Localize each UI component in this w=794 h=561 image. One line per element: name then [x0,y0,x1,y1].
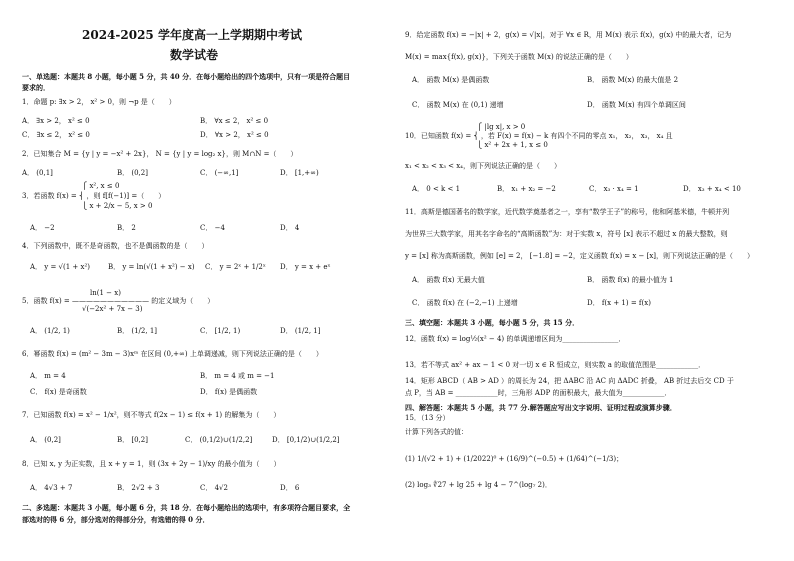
q1-option-b: B． ∀x ≤ 2， x² ≤ 0 [200,117,269,125]
question-4: 4．下列函数中，既不是奇函数，也不是偶函数的是（ ） [22,242,209,250]
q7-option-b: B． [0,2] [117,436,148,444]
question-1: 1．命题 p: ∃x > 2， x² > 0，则 ¬p 是（ ） [22,98,176,106]
q8-option-a: A． 4√3 + 7 [30,484,73,492]
q6-option-d: D． f(x) 是偶函数 [200,388,258,396]
section-2-heading-cont: 部选对的得 6 分，部分选对的得部分分，有选错的得 0 分． [22,515,210,524]
q5-option-d: D． (1/2, 1] [280,327,321,335]
q4-option-a: A． y = √(1 + x²) [30,263,90,271]
q2-option-c: C． (−∞,1] [200,169,239,177]
question-15-part-2: (2) log₃ ∜27 + lg 25 + lg 4 − 7^(log₇ 2)． [405,481,552,489]
q4-option-d: D． y = x + eˣ [280,263,331,271]
question-10: 10．已知函数 f(x) = ⎨ ，若 F(x) = f(x) − k 有四个不同的零点 x₁， x₂， x₃， x₄ 且 [405,132,673,140]
q10-piece-top: ⎧ |lg x|, x > 0 [477,123,526,131]
question-15-part-1: (1) 1/(√2 + 1) + (1/2022)⁰ + (16/9)^(−0.5) + (1/64)^(−1/3)； [405,455,624,463]
question-2: 2．已知集合 M = {y | y = −x² + 2x}， N = {y | y = log₂ x}，则 M∩N =（ ） [22,150,298,158]
section-1-heading: 一、单选题：本题共 8 小题，每小题 5 分，共 40 分．在每小题给出的四个选项中，只有一项是符合题目 [22,72,351,81]
q8-option-b: B． 2√2 + 3 [117,484,160,492]
q9-option-c: C． 函数 M(x) 在 (0,1) 递增 [412,101,504,109]
exam-title: 2024-2025 学年度高一上学期期中考试 [82,28,302,42]
q10-option-a: A． 0 < k < 1 [412,185,461,193]
q1-option-c: C． ∃x ≤ 2， x² ≤ 0 [22,131,90,139]
q11-option-d: D． f(x + 1) = f(x) [587,299,651,307]
question-9-cont: M(x) = max{f(x), g(x)}，下列关于函数 M(x) 的说法正确的是（ ） [405,53,633,61]
q4-option-c: C． y = 2ˣ + 1/2ˣ [205,263,266,271]
q5-option-a: A． (1/2, 1) [30,327,70,335]
q5-option-b: B． (1/2, 1] [117,327,158,335]
q2-option-a: A． (0,1] [22,169,53,177]
q11-option-b: B． 函数 f(x) 的最小值为 1 [587,276,674,284]
q6-option-b: B． m = 4 或 m = −1 [200,372,275,380]
q3-piece-top: ⎧ x², x ≤ 0 [82,182,120,190]
question-9: 9．给定函数 f(x) = −|x| + 2，g(x) = √|x|，对于 ∀x ∈ R，用 M(x) 表示 f(x)，g(x) 中的最大者，记为 [405,31,732,39]
question-14-cont: 点 P，当 AB = ____________时，三角形 ADP 的面积最大，最大值为____________． [405,389,672,397]
question-11: 11．高斯是德国著名的数学家，近代数学奠基者之一，享有“数学王子”的称号，他和阿基米德，牛顿并列 [405,208,730,216]
q8-option-c: C． 4√2 [200,484,228,492]
exam-subtitle: 数学试卷 [170,48,219,62]
question-3: 3．若函数 f(x) = ⎨ ，则 f[f(−1)] =（ ） [22,192,166,200]
q6-option-c: C． f(x) 是奇函数 [30,388,87,396]
q10-piece-bottom: ⎩ x² + 2x + 1, x ≤ 0 [477,141,548,149]
q1-option-d: D． ∀x > 2， x² ≤ 0 [200,131,269,139]
section-4-heading: 四、解答题：本题共 5 小题，共 77 分.解答题应写出文字说明、证明过程或演算步骤． [405,403,677,412]
q1-option-a: A． ∃x > 2， x² ≤ 0 [22,117,90,125]
question-6: 6．幂函数 f(x) = (m² − 3m − 3)xᵐ 在区间 (0,+∞) 上单调递减，则下列说法正确的是（ ） [22,350,323,358]
question-15-intro: 计算下列各式的值： [405,428,468,436]
q3-piece-bottom: ⎩ x + 2/x − 5, x > 0 [82,202,153,210]
question-11-cont-1: 为世界三大数学家，用其名字命名的“高斯函数”为：对于实数 x，符号 [x] 表示不超过 x 的最大整数，则 [405,230,728,238]
q3-option-a: A． −2 [30,224,55,232]
question-14: 14．矩形 ABCD（ AB > AD ）的周长为 24，把 ΔABC 沿 AC 向 ΔADC 折叠， AB 折过去后交 CD 于 [405,377,734,385]
q5-numerator: ln(1 − x) [90,289,121,297]
q9-option-a: A． 函数 M(x) 是偶函数 [412,76,490,84]
section-2-heading: 二、多选题：本题共 3 小题，每小题 6 分，共 18 分．在每小题给出的选项中，有多项符合题目要求，全 [22,503,351,512]
question-15-header: 15．（13 分） [405,414,450,422]
section-3-heading: 三、填空题：本题共 3 小题，每小题 5 分，共 15 分． [405,318,580,327]
q3-option-d: D． 4 [280,224,300,232]
q11-option-a: A． 函数 f(x) 无最大值 [412,276,485,284]
question-7: 7．已知函数 f(x) = x² − 1/x²，则不等式 f(2x − 1) ≤ f(x + 1) 的解集为（ ） [22,411,281,419]
q3-option-b: B． 2 [117,224,136,232]
q4-option-b: B． y = ln(√(1 + x²) − x) [108,263,195,271]
section-1-heading-cont: 要求的． [22,83,50,92]
q2-option-b: B． (0,2] [117,169,148,177]
q7-option-d: D． [0,1/2)∪(1/2,2] [272,436,340,444]
question-10-cont: x₁ < x₂ < x₃ < x₄，则下列说法正确的是（ ） [405,162,561,170]
q7-option-a: A． (0,2] [30,436,61,444]
q3-option-c: C． −4 [200,224,225,232]
q2-option-d: D． [1,+∞) [280,169,319,177]
question-5: 5．函数 f(x) = ——————————— 的定义域为（ ） [22,297,215,305]
q6-option-a: A． m = 4 [30,372,66,380]
q10-option-d: D． x₃ + x₄ < 10 [683,185,741,193]
q7-option-c: C． (0,1/2)∪(1/2,2] [185,436,253,444]
q9-option-d: D． 函数 M(x) 有四个单调区间 [587,101,686,109]
q5-denominator: √(−2x² + 7x − 3) [82,305,143,313]
question-13: 13．若不等式 ax² + ax − 1 < 0 对一切 x ∈ R 恒成立，则实数 a 的取值范围是____________． [405,361,706,369]
q9-option-b: B． 函数 M(x) 的最大值是 2 [587,76,679,84]
q8-option-d: D． 6 [280,484,300,492]
q10-option-c: C． x₃ · x₄ = 1 [589,185,639,193]
question-12: 12．函数 f(x) = log½(x² − 4) 的单调递增区间为________________． [405,335,626,343]
q10-option-b: B． x₁ + x₂ = −2 [497,185,556,193]
q5-option-c: C． [1/2, 1) [200,327,241,335]
question-11-cont-2: y = [x] 称为高斯函数，例如 [e] = 2， [−1.8] = −2，定义函数 f(x) = x − [x]，则下列说法正确的是（ ） [405,252,755,260]
q11-option-c: C． 函数 f(x) 在 (−2,−1) 上递增 [412,299,518,307]
question-8: 8．已知 x, y 为正实数，且 x + y = 1，则 (3x + 2y − 1)/xy 的最小值为（ ） [22,460,281,468]
